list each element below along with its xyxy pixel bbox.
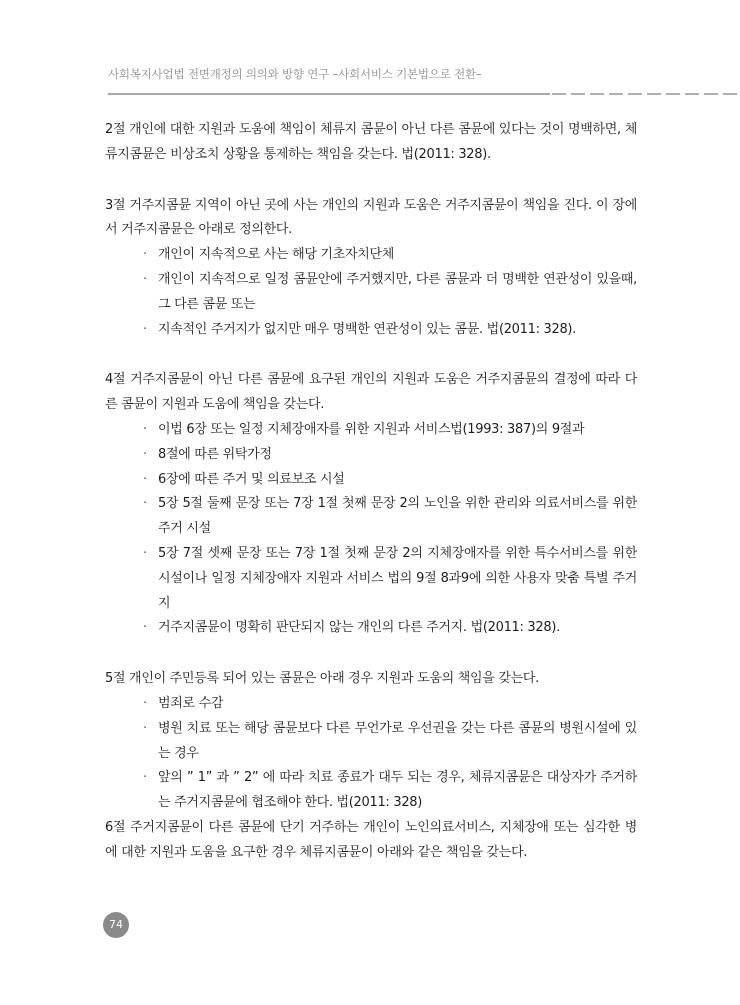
bullet-icon: · — [143, 720, 147, 736]
list-item — [143, 492, 637, 542]
section-6 — [105, 816, 637, 866]
list-item — [143, 418, 637, 443]
header-rule — [108, 93, 550, 95]
bullet-icon: · — [143, 770, 147, 786]
section-lead: 2절 개인에 대한 지원과 도움에 책임이 체류지 콤뮨이 아닌 다른 콤뮨에 있다는 것이 명백하면, 체류지콤뮨은 비상조치 상황을 통제하는 책임을 갖는다. 법(2011: 328). — [105, 122, 637, 162]
list-item-text: 5장 7절 셋째 문장 또는 7장 1절 첫째 문장 2의 지체장애자를 위한 특수서비스를 위한 시설이나 일정 지체장애자 지원과 서비스 법의 9절 8과9에 의한 사용자 맞춤 특별 주거지 — [158, 545, 637, 611]
bullet-icon: · — [143, 471, 147, 487]
list-item-text: 거주지콤뮨이 명확히 판단되지 않는 개인의 다른 주거지. 법(2011: 328). — [158, 620, 560, 636]
list-item-text: 앞의 ” 1” 과 ” 2” 에 따라 치료 종료가 대두 되는 경우, 체류지콤뮨은 대상자가 주거하는 주거지콤뮨에 협조해야 한다. 법(2011: 328) — [158, 770, 637, 811]
list-item — [143, 468, 637, 493]
list-item — [143, 616, 637, 641]
list-item — [143, 243, 637, 268]
list-item — [143, 443, 637, 468]
list-item-text: 6장에 따른 주거 및 의료보조 시설 — [158, 471, 345, 487]
list-item-text: 이법 6장 또는 일정 지체장애자를 위한 지원과 서비스법(1993: 387)의 9절과 — [158, 421, 585, 437]
bullet-icon: · — [143, 421, 147, 437]
list-item — [143, 692, 637, 717]
header-dashed-rule — [552, 93, 740, 95]
section-lead: 6절 주거지콤뮨이 다른 콤뮨에 단기 거주하는 개인이 노인의료서비스, 지체장애 또는 심각한 병에 대한 지원과 도움을 요구한 경우 체류지콤뮨이 아래와 같은 책임을 갖는다. — [105, 819, 637, 860]
section-lead: 3절 거주지콤뮨 지역이 아닌 곳에 사는 개인의 지원과 도움은 거주지콤뮨이 책임을 진다. 이 장에서 거주지콤뮨은 아래로 정의한다. — [105, 197, 637, 238]
list-item-text: 5장 5절 둘째 문장 또는 7장 1절 첫째 문장 2의 노인을 위한 관리와 의료서비스를 위한 주거 시설 — [158, 496, 637, 537]
section-5 — [105, 667, 637, 816]
list-item — [143, 542, 637, 616]
bullet-icon: · — [143, 247, 147, 263]
section-lead: 5절 개인이 주민등록 되어 있는 콤뮨은 아래 경우 지원과 도움의 책임을 갖는다. — [105, 671, 539, 687]
section-lead: 4절 거주지콤뮨이 아닌 다른 콤뮨에 요구된 개인의 지원과 도움은 거주지콤뮨의 결정에 따라 다른 콤뮨이 지원과 도움에 책임을 갖는다. — [105, 372, 637, 413]
list-item-text: 범죄로 수감 — [158, 695, 224, 711]
bullet-icon: · — [143, 545, 147, 561]
bullet-list — [105, 692, 637, 816]
bullet-icon: · — [143, 695, 147, 711]
page-number-badge: 74 — [103, 912, 129, 938]
list-item-text: 개인이 지속적으로 사는 해당 기초자치단체 — [158, 247, 394, 263]
list-item-text: 지속적인 주거지가 없지만 매우 명백한 연관성이 있는 콤뮨. 법(2011: 328). — [158, 321, 577, 337]
list-item-text: 8절에 따른 위탁가정 — [158, 446, 272, 462]
bullet-icon: · — [143, 271, 147, 287]
bullet-list — [105, 418, 637, 641]
list-item-text: 병원 치료 또는 해당 콤뮨보다 다른 무언가로 우선권을 갖는 다른 콤뮨의 병원시설에 있는 경우 — [158, 720, 637, 761]
section-3 — [105, 194, 637, 343]
section-2 — [105, 118, 637, 168]
list-item — [143, 766, 637, 816]
list-item — [143, 318, 637, 343]
section-4 — [105, 368, 637, 641]
bullet-icon: · — [143, 321, 147, 337]
bullet-icon: · — [143, 496, 147, 512]
document-body — [105, 118, 637, 866]
list-item — [143, 268, 637, 318]
bullet-icon: · — [143, 620, 147, 636]
bullet-icon: · — [143, 446, 147, 462]
running-header: 사회복지사업법 전면개정의 의의와 방향 연구 –사회서비스 기본법으로 전환– — [108, 67, 482, 81]
list-item — [143, 717, 637, 767]
bullet-list — [105, 243, 637, 342]
list-item-text: 개인이 지속적으로 일정 콤뮨안에 주거했지만, 다른 콤뮨과 더 명백한 연관성이 있을때, 그 다른 콤뮨 또는 — [158, 271, 637, 312]
